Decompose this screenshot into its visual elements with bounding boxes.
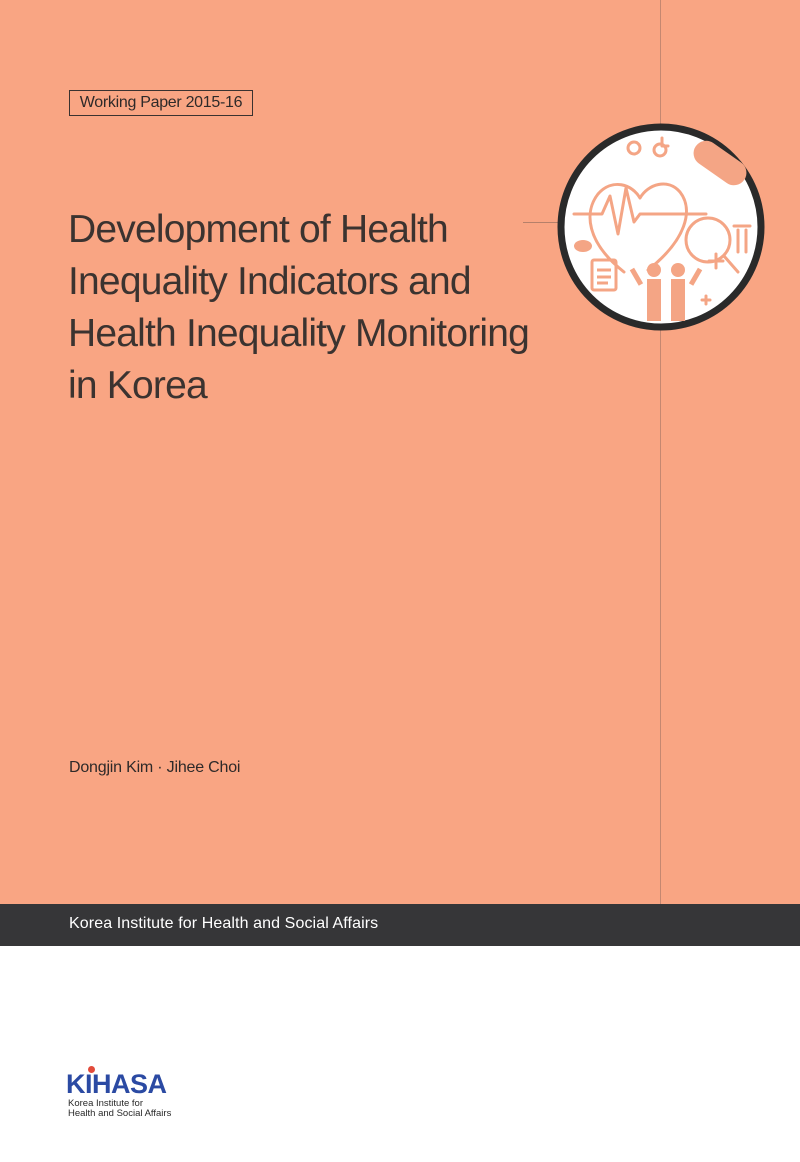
page-title [68,204,628,412]
title-line: Inequality Indicators and [68,260,471,303]
publisher-name: Korea Institute for Health and Social Affairs [69,915,379,932]
kihasa-logo [66,1070,206,1120]
logo-subtitle [68,1099,171,1119]
publisher-bar [0,904,800,946]
title-line: in Korea [68,364,207,407]
logo-subtitle-line: Korea Institute for [68,1098,143,1109]
piggy-icon [574,240,592,252]
title-line: Health Inequality Monitoring [68,312,530,355]
logo-subtitle-line: Health and Social Affairs [68,1108,172,1119]
series-label: Working Paper 2015-16 [69,90,253,116]
logo-wordmark: KIHASA [66,1069,167,1099]
title-line: Development of Health [68,208,448,251]
authors: Dongjin Kim · Jihee Choi [69,759,241,776]
health-emblem [556,122,766,332]
